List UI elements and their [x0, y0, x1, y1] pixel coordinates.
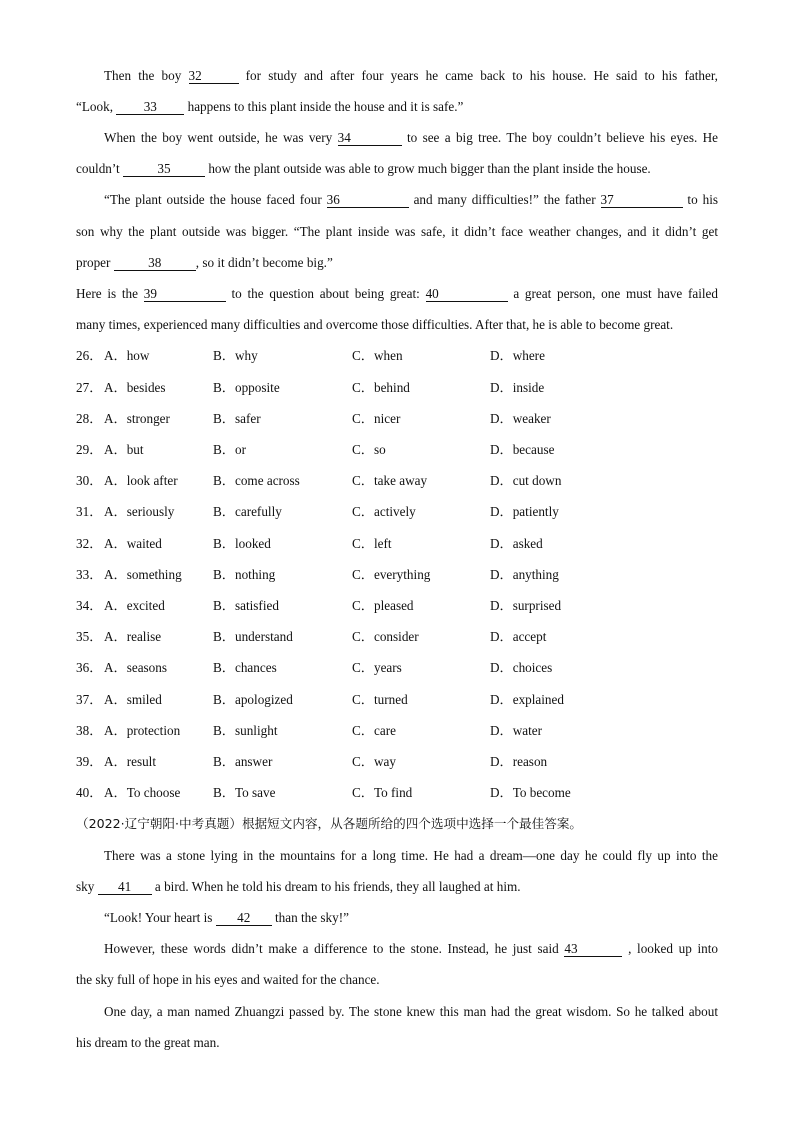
option-b[interactable]: B．safer	[213, 411, 261, 426]
question-row-30	[76, 472, 696, 490]
passage-line	[76, 285, 718, 303]
passage-line	[76, 223, 718, 241]
text: than the sky!”	[271, 910, 349, 925]
passage-line	[104, 909, 718, 927]
blank-38: 38	[114, 256, 196, 271]
question-number: 36．	[76, 660, 103, 675]
question-number: 38．	[76, 723, 103, 738]
question-row-35	[76, 628, 696, 646]
option-c[interactable]: C．pleased	[352, 598, 414, 613]
option-a[interactable]: A．but	[104, 442, 144, 457]
option-c[interactable]: C．years	[352, 660, 402, 675]
passage-line	[104, 191, 718, 209]
question-row-28	[76, 410, 696, 428]
option-c[interactable]: C．nicer	[352, 411, 401, 426]
option-d[interactable]: D．water	[490, 723, 542, 738]
option-d[interactable]: D．anything	[490, 567, 559, 582]
text: for study and after four years he came back to his house. He said to his father,	[238, 68, 718, 83]
blank-43: 43	[564, 942, 622, 957]
question-number: 28．	[76, 411, 103, 426]
option-b[interactable]: B．apologized	[213, 692, 293, 707]
text: However, these words didn’t make a difference to the stone. Instead, he just said	[104, 941, 565, 956]
question-number: 29．	[76, 442, 103, 457]
question-row-40	[76, 784, 696, 802]
section-heading: （2022·辽宁朝阳·中考真题）根据短文内容，从各题所给的四个选项中选择一个最佳答案。	[76, 816, 583, 831]
option-d[interactable]: D．inside	[490, 380, 545, 395]
text: , so it didn’t become big.”	[195, 255, 333, 270]
text: how the plant outside was able to grow much bigger than the plant inside the house.	[205, 161, 651, 176]
option-a[interactable]: A．something	[104, 567, 182, 582]
option-d[interactable]: D．weaker	[490, 411, 551, 426]
passage-line	[76, 254, 718, 272]
option-b[interactable]: B．opposite	[213, 380, 280, 395]
text: Then the boy	[104, 68, 189, 83]
text: a great person, one must have failed	[507, 286, 718, 301]
text: to the question about being great:	[225, 286, 426, 301]
option-b[interactable]: B．satisfied	[213, 598, 279, 613]
blank-39: 39	[144, 287, 226, 302]
question-row-38	[76, 722, 696, 740]
option-a[interactable]: A．besides	[104, 380, 166, 395]
passage-line	[76, 971, 718, 989]
text: to his	[682, 192, 719, 207]
blank-42: 42	[216, 911, 272, 926]
option-d[interactable]: D．because	[490, 442, 555, 457]
option-b[interactable]: B．answer	[213, 754, 273, 769]
blank-40: 40	[426, 287, 508, 302]
option-b[interactable]: B．looked	[213, 536, 271, 551]
option-b[interactable]: B．understand	[213, 629, 293, 644]
passage-line	[104, 1003, 718, 1021]
text: to see a big tree. The boy couldn’t believe his eyes. He	[401, 130, 719, 145]
question-number: 27．	[76, 380, 103, 395]
option-c[interactable]: C．To find	[352, 785, 413, 800]
option-a[interactable]: A．how	[104, 348, 150, 363]
question-number: 34．	[76, 598, 103, 613]
text: happens to this plant inside the house and it is safe.”	[184, 99, 464, 114]
option-d[interactable]: D．patiently	[490, 504, 559, 519]
option-c[interactable]: C．actively	[352, 504, 416, 519]
passage-line	[76, 316, 718, 334]
option-c[interactable]: C．when	[352, 348, 403, 363]
option-c[interactable]: C．so	[352, 442, 386, 457]
question-row-32	[76, 535, 696, 553]
passage-line	[76, 160, 718, 178]
option-b[interactable]: B．sunlight	[213, 723, 278, 738]
option-c[interactable]: C．care	[352, 723, 396, 738]
blank-32: 32	[189, 69, 239, 84]
text: “Look! Your heart is	[104, 910, 216, 925]
option-a[interactable]: A．result	[104, 754, 157, 769]
text: One day, a man named Zhuangzi passed by. The stone knew this man had the great wisdom. So he talked about	[104, 1004, 718, 1019]
question-row-37	[76, 691, 696, 709]
option-b[interactable]: B．carefully	[213, 504, 282, 519]
text: a bird. When he told his dream to his friends, they all laughed at him.	[151, 879, 521, 894]
question-number: 35．	[76, 629, 103, 644]
option-d[interactable]: D．cut down	[490, 473, 562, 488]
option-a[interactable]: A．realise	[104, 629, 162, 644]
question-number: 30．	[76, 473, 103, 488]
text: “The plant outside the house faced four	[104, 192, 327, 207]
text: Here is the	[76, 286, 144, 301]
question-row-26	[76, 347, 696, 365]
passage-line	[104, 129, 718, 147]
question-number: 32．	[76, 536, 103, 551]
option-a[interactable]: A．smiled	[104, 692, 162, 707]
option-c[interactable]: C．consider	[352, 629, 419, 644]
option-d[interactable]: D．surprised	[490, 598, 562, 613]
option-d[interactable]: D．explained	[490, 692, 564, 707]
blank-34: 34	[338, 131, 402, 146]
option-c[interactable]: C．turned	[352, 692, 408, 707]
option-b[interactable]: B．nothing	[213, 567, 276, 582]
question-number: 37．	[76, 692, 103, 707]
question-row-33	[76, 566, 696, 584]
option-a[interactable]: A．waited	[104, 536, 162, 551]
option-b[interactable]: B．To save	[213, 785, 276, 800]
text: “Look,	[76, 99, 117, 114]
question-row-29	[76, 441, 696, 459]
question-row-39	[76, 753, 696, 771]
option-d[interactable]: D．reason	[490, 754, 548, 769]
question-number: 40．	[76, 785, 103, 800]
question-number: 26．	[76, 348, 103, 363]
option-a[interactable]: A．seriously	[104, 504, 175, 519]
passage-line	[104, 67, 718, 85]
option-c[interactable]: C．everything	[352, 567, 431, 582]
option-c[interactable]: C．take away	[352, 473, 428, 488]
text: , looked up into	[622, 941, 718, 956]
text: son why the plant outside was bigger. “The plant inside was safe, it didn’t face weather changes, and it didn’t get	[76, 224, 718, 239]
passage-line	[76, 1034, 718, 1052]
blank-37: 37	[601, 193, 683, 208]
question-row-31	[76, 503, 696, 521]
question-row-34	[76, 597, 696, 615]
text: When the boy went outside, he was very	[104, 130, 338, 145]
text: the sky full of hope in his eyes and waited for the chance.	[76, 972, 380, 987]
option-a[interactable]: A．protection	[104, 723, 181, 738]
option-c[interactable]: C．left	[352, 536, 392, 551]
passage-line	[76, 98, 718, 116]
option-d[interactable]: D．accept	[490, 629, 547, 644]
option-b[interactable]: B．chances	[213, 660, 277, 675]
passage-line	[76, 878, 718, 896]
text: couldn’t	[76, 161, 124, 176]
question-row-36	[76, 659, 696, 677]
option-a[interactable]: A．excited	[104, 598, 165, 613]
blank-33: 33	[116, 100, 184, 115]
option-b[interactable]: B．come across	[213, 473, 300, 488]
option-a[interactable]: A．seasons	[104, 660, 168, 675]
passage-line	[104, 847, 718, 865]
option-d[interactable]: D．where	[490, 348, 545, 363]
option-b[interactable]: B．or	[213, 442, 246, 457]
blank-36: 36	[327, 193, 409, 208]
text: sky	[76, 879, 98, 894]
option-a[interactable]: A．stronger	[104, 411, 170, 426]
option-d[interactable]: D．asked	[490, 536, 543, 551]
option-c[interactable]: C．way	[352, 754, 396, 769]
question-number: 31．	[76, 504, 103, 519]
option-d[interactable]: D．choices	[490, 660, 553, 675]
blank-41: 41	[98, 880, 152, 895]
text: many times, experienced many difficulties and overcome those difficulties. After that, he is able to become great.	[76, 317, 674, 332]
option-a[interactable]: A．look after	[104, 473, 178, 488]
option-b[interactable]: B．why	[213, 348, 258, 363]
question-number: 33．	[76, 567, 103, 582]
option-c[interactable]: C．behind	[352, 380, 410, 395]
text: proper	[76, 255, 114, 270]
option-d[interactable]: D．To become	[490, 785, 571, 800]
blank-35: 35	[123, 162, 205, 177]
question-row-27	[76, 379, 696, 397]
text: and many difficulties!” the father	[408, 192, 601, 207]
question-number: 39．	[76, 754, 103, 769]
text: his dream to the great man.	[76, 1035, 220, 1050]
text: There was a stone lying in the mountains for a long time. He had a dream—one day he could fly up into the	[104, 848, 718, 863]
option-a[interactable]: A．To choose	[104, 785, 181, 800]
passage-line	[104, 940, 718, 958]
